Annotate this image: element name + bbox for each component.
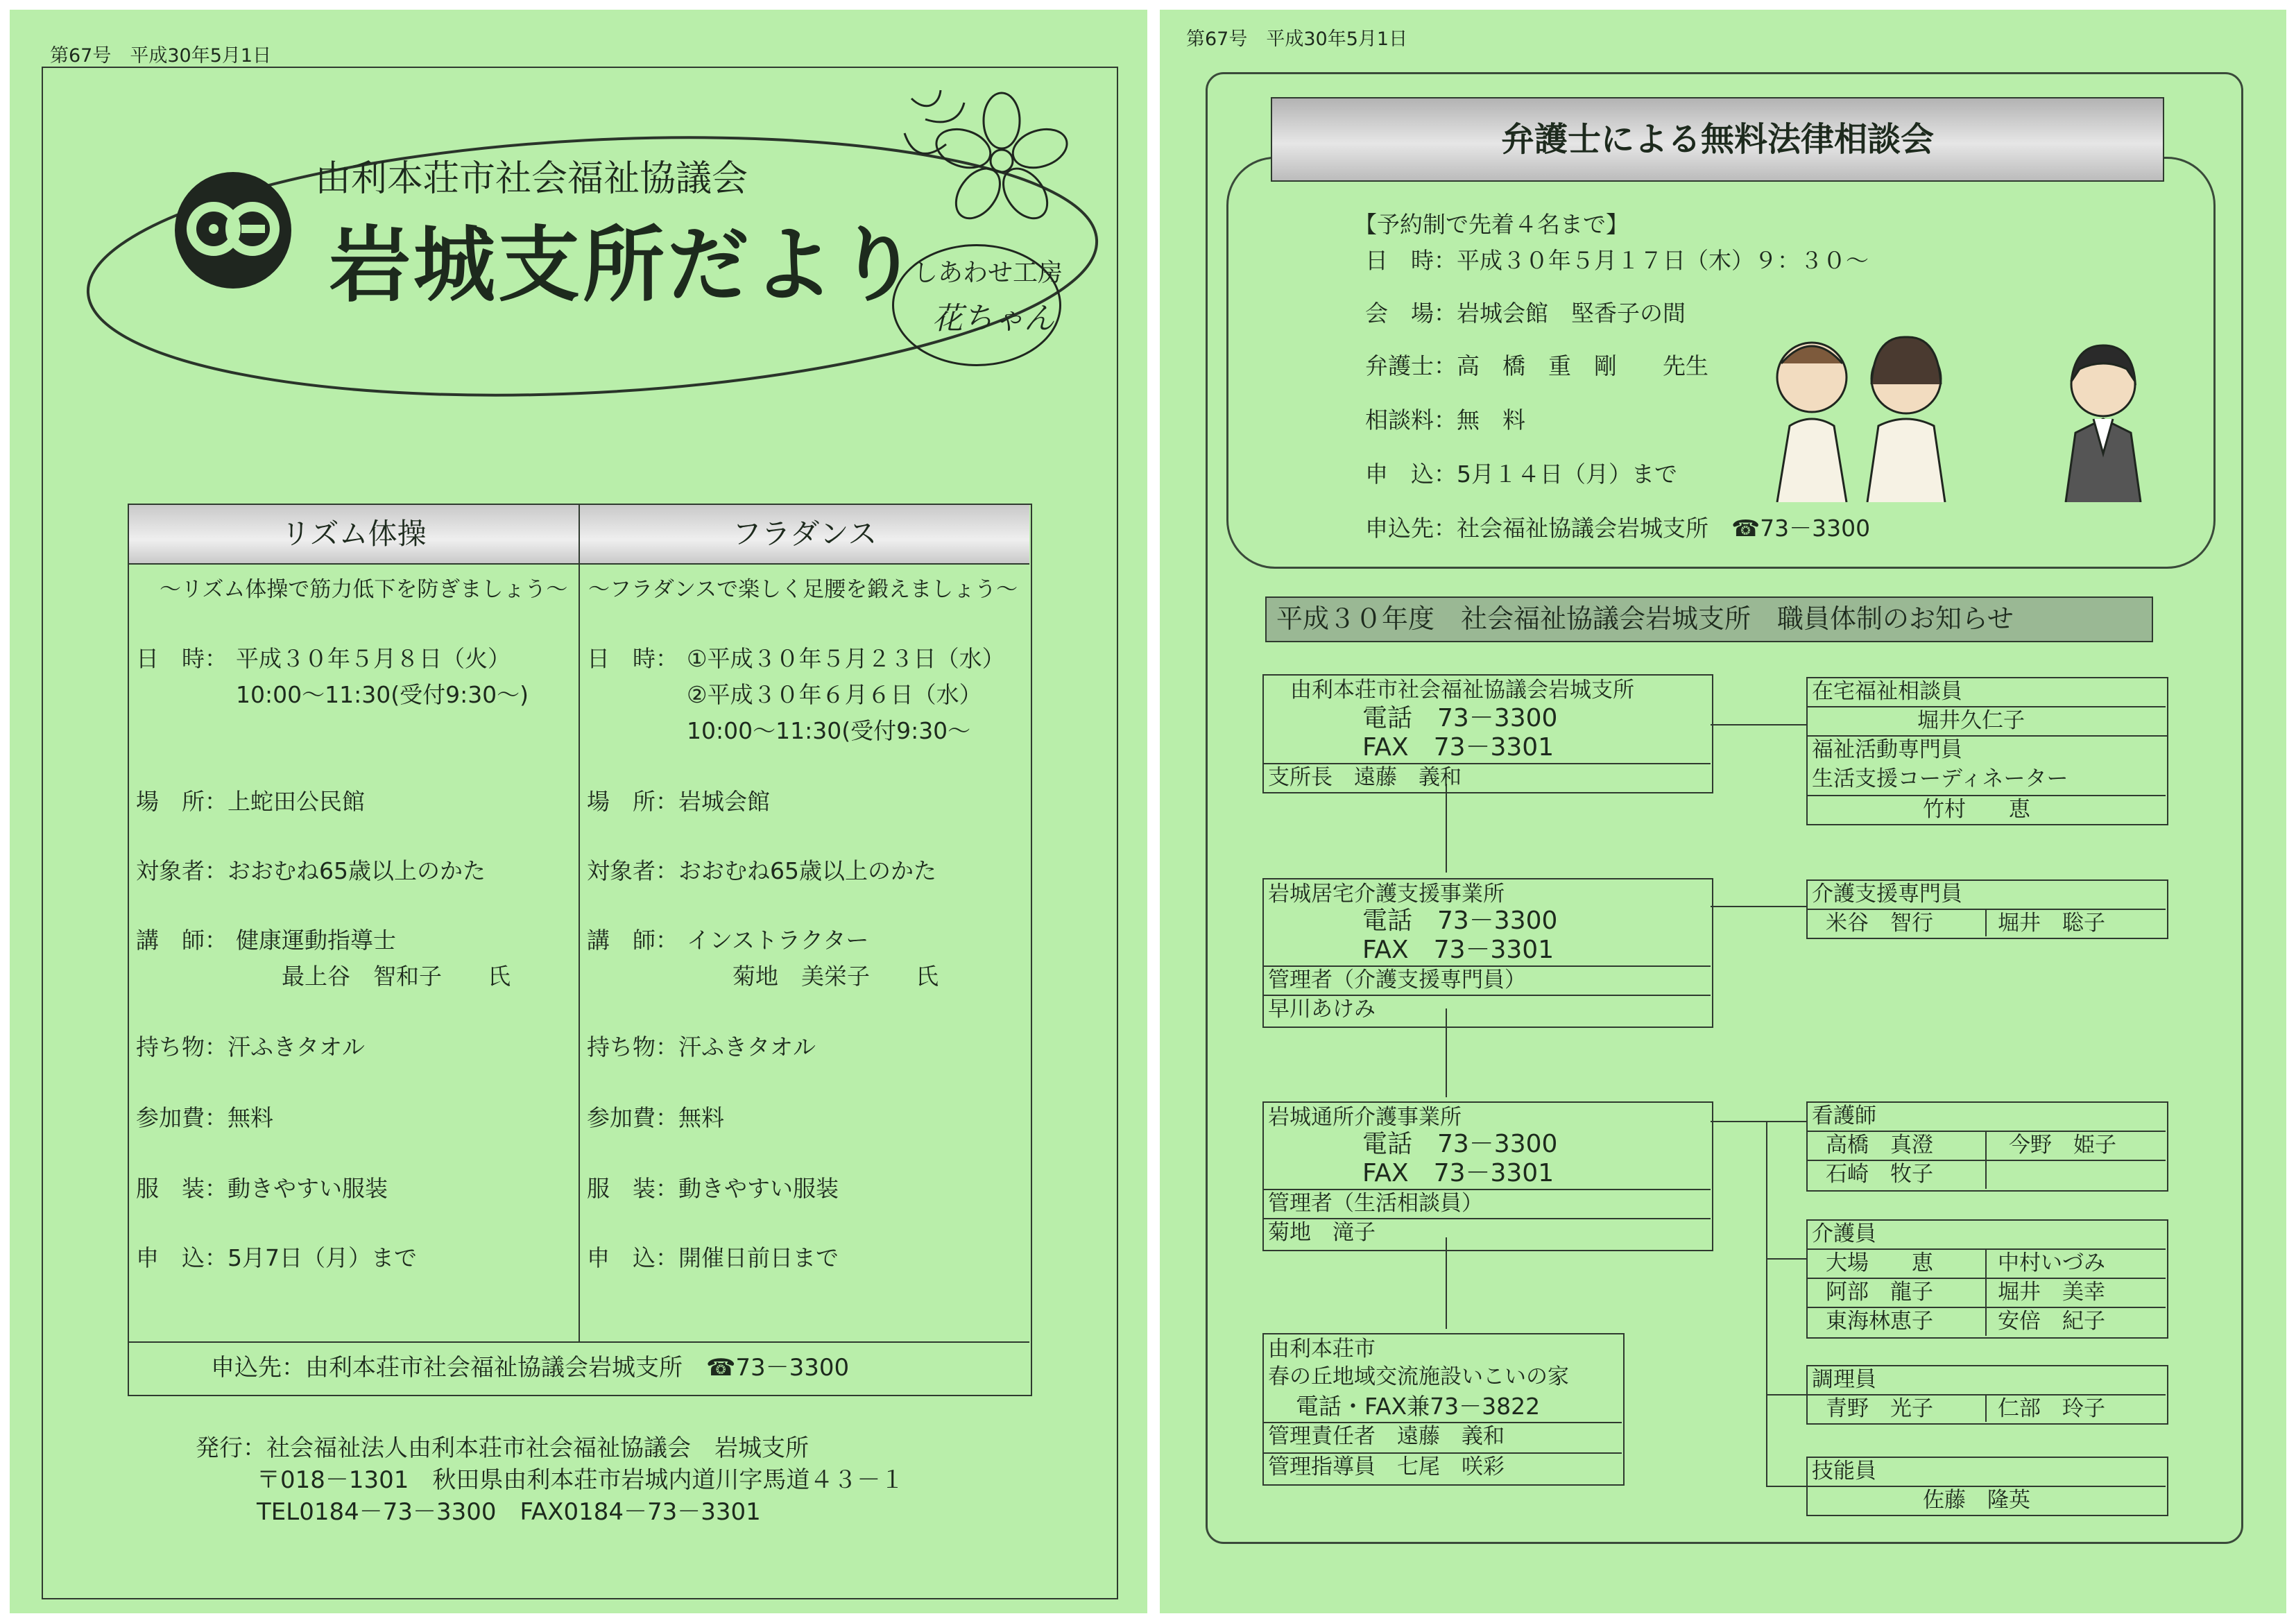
- chart-connector: [1711, 906, 1806, 907]
- office2-name: 岩城居宅介護支援事業所: [1268, 882, 1505, 907]
- office4-row: 管理責任者 遠藤 義和: [1268, 1424, 1505, 1449]
- staff-name: 高橋 真澄: [1826, 1133, 1933, 1158]
- event2-dress: 服 装：動きやすい服装: [587, 1175, 839, 1202]
- staff-name: 阿部 龍子: [1826, 1280, 1933, 1305]
- role-title: 福祉活動専門員: [1812, 737, 1962, 762]
- chart-connector: [1766, 1394, 1806, 1396]
- publisher-phone: TEL0184－73－3300 FAX0184－73－3301: [257, 1498, 761, 1526]
- event1-title: リズム体操: [129, 505, 579, 563]
- staff-name: 堀井 聡子: [1998, 911, 2105, 936]
- event2-title: フラダンス: [580, 505, 1029, 563]
- event2-subtitle: ～フラダンスで楽しく足腰を鍛えましょう～: [588, 577, 1018, 602]
- publisher-address: 〒018－1301 秋田県由利本荘市岩城内道川字馬道４３－１: [257, 1466, 905, 1494]
- office4-row: 管理指導員 七尾 咲彩: [1268, 1454, 1505, 1479]
- staff-name: 米谷 智行: [1826, 911, 1933, 936]
- staff-name: 石崎 牧子: [1826, 1162, 1933, 1187]
- office2-manager-role: 管理者（介護支援専門員）: [1268, 968, 1526, 993]
- left-page: [10, 10, 1147, 1613]
- contact-line: 申込先：由利本荘市社会福祉協議会岩城支所 ☎73－3300: [211, 1354, 850, 1382]
- chart-connector: [1711, 724, 1806, 725]
- event1-date-line: 10:00～11:30(受付9:30～): [236, 681, 529, 708]
- legal-contact: 申込先：社会福祉協議会岩城支所 ☎73－3300: [1365, 515, 1871, 542]
- office3-fax: FAX 73－3301: [1362, 1159, 1554, 1187]
- role-name: 佐藤 隆英: [1923, 1488, 2030, 1513]
- stamp-line2: 花ちゃん: [932, 301, 1054, 336]
- publisher-line: 発行：社会福祉法人由利本荘市社会福祉協議会 岩城支所: [196, 1434, 809, 1462]
- legal-note: 【予約制で先着４名まで】: [1354, 211, 1629, 238]
- event1-fee: 参加費：無料: [136, 1104, 273, 1131]
- event2-date-label: 日 時：: [587, 645, 678, 672]
- office1-name: 由利本荘市社会福祉協議会岩城支所: [1290, 678, 1634, 703]
- office3-manager: 菊地 滝子: [1268, 1220, 1376, 1245]
- stamp-line1: しあわせ工房: [913, 259, 1063, 287]
- legal-fee: 相談料：無 料: [1365, 406, 1525, 433]
- office2-fax: FAX 73－3301: [1362, 936, 1554, 964]
- staff-name: 仁部 玲子: [1998, 1396, 2105, 1421]
- legal-place: 会 場：岩城会館 堅香子の間: [1365, 300, 1686, 327]
- event1-place: 場 所：上蛇田公民館: [136, 788, 365, 815]
- chart-connector: [1446, 784, 1447, 873]
- org-name: 由利本荘市社会福祉協議会: [315, 158, 748, 200]
- event2-instructor-label: 講 師：: [587, 927, 678, 954]
- office3-manager-role: 管理者（生活相談員）: [1268, 1191, 1483, 1216]
- event2-date-line: 10:00～11:30(受付9:30～: [687, 717, 971, 744]
- staff-name: 青野 光子: [1826, 1396, 1933, 1421]
- right-page: [1160, 10, 2286, 1613]
- event1-dress: 服 装：動きやすい服装: [136, 1175, 388, 1202]
- role-title: 看護師: [1812, 1104, 1876, 1128]
- event1-subtitle: ～リズム体操で筋力低下を防ぎましょう～: [160, 577, 568, 602]
- event2-instructor-line: インストラクター: [687, 927, 869, 954]
- staff-name: 今野 姫子: [2009, 1133, 2116, 1158]
- staff-name: 中村いづみ: [1998, 1251, 2105, 1276]
- newsletter-title: 岩城支所だより: [329, 217, 922, 313]
- event2-date-line: ②平成３０年６月６日（水）: [687, 681, 982, 708]
- role-title: 調理員: [1812, 1367, 1876, 1392]
- legal-lawyer: 弁護士：高 橋 重 剛 先生: [1365, 352, 1708, 379]
- legal-title: 弁護士による無料法律相談会: [1271, 97, 2164, 182]
- chart-connector: [1766, 1258, 1806, 1260]
- staff-name: 大場 恵: [1826, 1251, 1933, 1276]
- table-divider: [129, 1341, 1029, 1343]
- cell-divider: [1985, 1394, 1987, 1422]
- staff-name: 堀井 美幸: [1998, 1280, 2105, 1305]
- role-title: 介護支援専門員: [1812, 882, 1962, 907]
- issue-date: 第67号 平成30年5月1日: [1186, 28, 1408, 50]
- event1-date-label: 日 時：: [136, 645, 228, 672]
- office1-fax: FAX 73－3301: [1362, 733, 1554, 762]
- cell-divider: [1985, 1248, 1987, 1336]
- staff-title: 平成３０年度 社会福祉協議会岩城支所 職員体制のお知らせ: [1265, 596, 2153, 642]
- role-name: 堀井久仁子: [1917, 708, 2025, 733]
- event1-apply: 申 込：5月7日（月）まで: [136, 1244, 417, 1271]
- event1-instructor-line: 最上谷 智和子 氏: [282, 963, 511, 990]
- office1-tel: 電話 73－3300: [1362, 704, 1558, 732]
- event1-instructor-label: 講 師：: [136, 927, 228, 954]
- office1-chief: 支所長 遠藤 義和: [1268, 765, 1462, 790]
- office4-name: 由利本荘市: [1268, 1337, 1376, 1362]
- staff-name: 安倍 紀子: [1998, 1309, 2105, 1334]
- table-column-divider: [579, 505, 580, 1341]
- event1-date-line: 平成３０年５月８日（火）: [236, 645, 511, 672]
- event2-target: 対象者：おおむね65歳以上のかた: [587, 857, 936, 884]
- chart-connector: [1711, 1121, 1766, 1122]
- office4-name: 春の丘地域交流施設いこいの家: [1268, 1364, 1569, 1389]
- cell-divider: [1985, 909, 1987, 936]
- role-title: 在宅福祉相談員: [1812, 679, 1962, 704]
- shakyo-logo-icon: [171, 168, 295, 293]
- office2-tel: 電話 73－3300: [1362, 907, 1558, 935]
- event2-apply: 申 込：開催日前日まで: [587, 1244, 839, 1271]
- consultation-people-icon: [1770, 315, 2214, 502]
- event2-instructor-line: 菊地 美栄子 氏: [733, 963, 939, 990]
- role-title: 技能員: [1812, 1459, 1876, 1484]
- office3-name: 岩城通所介護事業所: [1268, 1105, 1462, 1130]
- role-name: 竹村 恵: [1923, 797, 2030, 822]
- event1-instructor-line: 健康運動指導士: [236, 927, 396, 954]
- event2-bring: 持ち物：汗ふきタオル: [587, 1033, 816, 1060]
- legal-apply: 申 込：5月１４日（月）まで: [1365, 461, 1677, 488]
- issue-date: 第67号 平成30年5月1日: [50, 45, 272, 67]
- office4-tel: 電話・FAX兼73－3822: [1296, 1393, 1541, 1420]
- role-title: 生活支援コーディネーター: [1812, 766, 2068, 791]
- legal-date: 日 時：平成３０年５月１７日（木）９：３０～: [1365, 247, 1869, 274]
- chart-connector: [1766, 1121, 1806, 1122]
- event2-date-line: ①平成３０年５月２３日（水）: [687, 645, 1005, 672]
- event1-bring: 持ち物：汗ふきタオル: [136, 1033, 365, 1060]
- role-title: 介護員: [1812, 1221, 1876, 1246]
- staff-name: 東海林恵子: [1826, 1309, 1933, 1334]
- event2-place: 場 所：岩城会館: [587, 788, 770, 815]
- event1-target: 対象者：おおむね65歳以上のかた: [136, 857, 486, 884]
- chart-connector: [1766, 1486, 1806, 1487]
- office2-manager: 早川あけみ: [1268, 997, 1376, 1022]
- flower-icon: [898, 78, 1071, 237]
- office3-tel: 電話 73－3300: [1362, 1130, 1558, 1158]
- chart-connector: [1766, 1121, 1767, 1486]
- event2-fee: 参加費：無料: [587, 1104, 724, 1131]
